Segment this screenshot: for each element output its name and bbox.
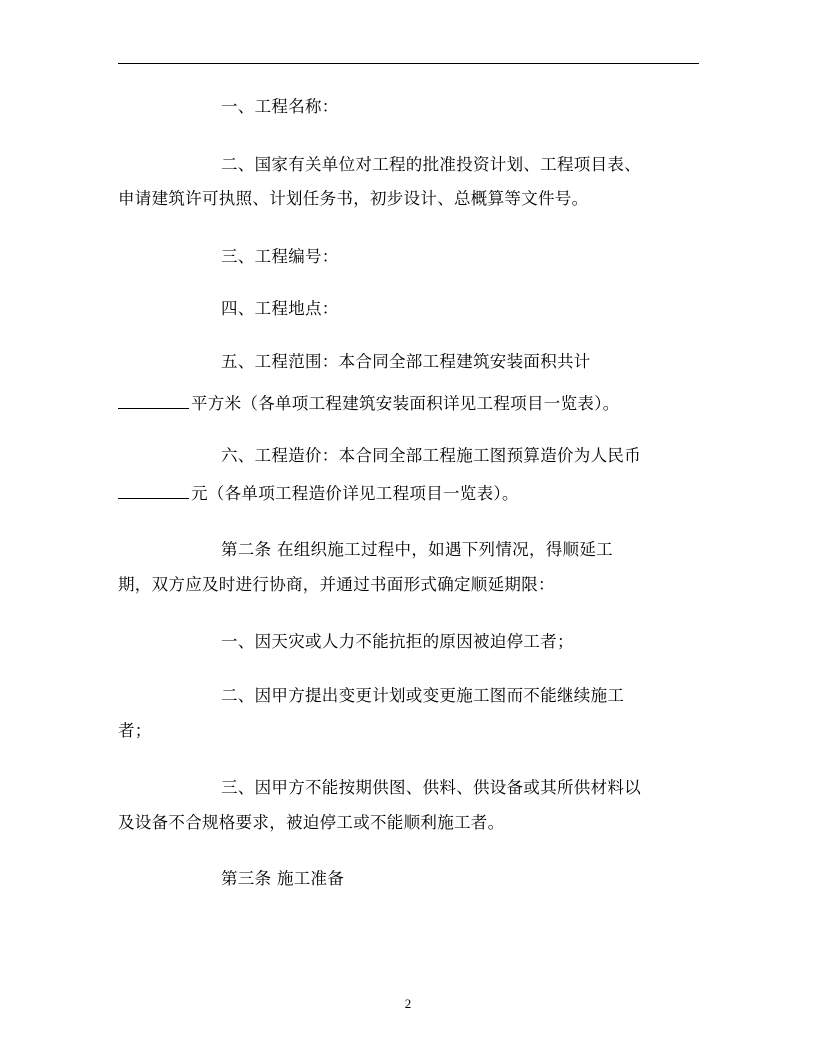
- clause-natural-disaster: 一、因天灾或人力不能抗拒的原因被迫停工者；: [221, 632, 574, 651]
- item-approval-docs-line1: 二、国家有关单位对工程的批准投资计划、工程项目表、: [221, 155, 641, 174]
- item-project-scope-line1: 五、工程范围：本合同全部工程建筑安装面积共计: [221, 352, 591, 371]
- clause-supply-delay-line2: 及设备不合规格要求，被迫停工或不能顺利施工者。: [118, 813, 505, 832]
- item-project-name: 一、工程名称：: [221, 97, 339, 116]
- item-project-location: 四、工程地点：: [221, 299, 339, 318]
- item-project-number: 三、工程编号：: [221, 247, 339, 266]
- clause-plan-change-line2: 者；: [118, 721, 152, 740]
- fill-in-blank-amount: [118, 482, 189, 499]
- item-project-scope-text: 平方米（各单项工程建筑安装面积详见工程项目一览表）。: [191, 394, 620, 413]
- header-rule: [118, 63, 699, 64]
- page-number: 2: [404, 996, 412, 1011]
- item-project-cost-text: 元（各单项工程造价详见工程项目一览表）。: [191, 484, 519, 503]
- item-approval-docs-line2: 申请建筑许可执照、计划任务书，初步设计、总概算等文件号。: [118, 189, 589, 208]
- article-three-heading: 第三条 施工准备: [221, 869, 345, 888]
- fill-in-blank-area: [118, 392, 189, 409]
- article-two-line1: 第二条 在组织施工过程中，如遇下列情况，得顺延工: [221, 540, 613, 559]
- clause-plan-change-line1: 二、因甲方提出变更计划或变更施工图而不能继续施工: [221, 686, 625, 705]
- article-two-line2: 期，双方应及时进行协商，并通过书面形式确定顺延期限：: [118, 575, 555, 594]
- item-project-scope-line2: [118, 392, 620, 414]
- clause-supply-delay-line1: 三、因甲方不能按期供图、供料、供设备或其所供材料以: [221, 778, 641, 797]
- item-project-cost-line1: 六、工程造价：本合同全部工程施工图预算造价为人民币: [221, 446, 641, 465]
- item-project-cost-line2: [118, 482, 519, 504]
